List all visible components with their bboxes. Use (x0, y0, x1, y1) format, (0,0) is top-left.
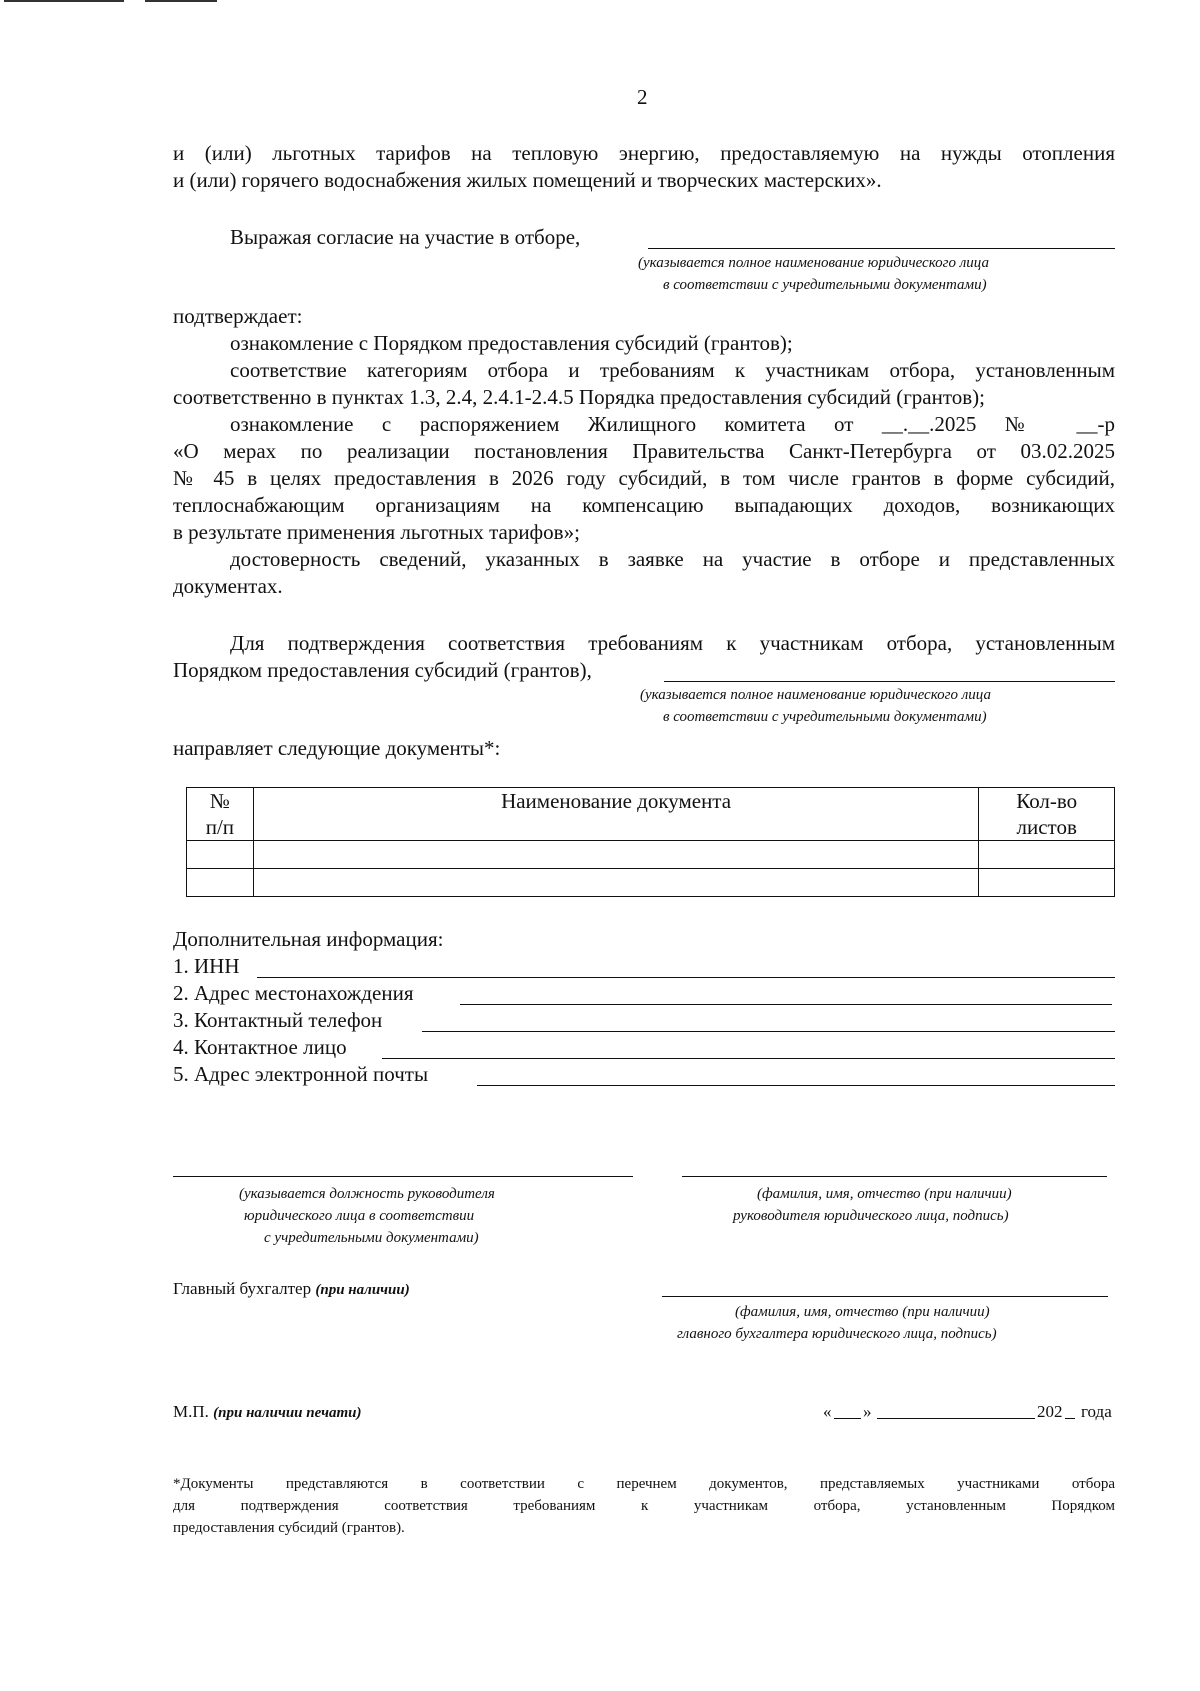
phone-label: 3. Контактный телефон (173, 1008, 383, 1032)
participant-name-line (648, 248, 1115, 249)
confirm-item-2-line-2: соответственно в пунктах 1.3, 2.4, 2.4.1-2.4.5 Порядка предоставления субсидий (грантов); (173, 385, 986, 409)
documents-table (186, 787, 1115, 897)
table-cell[interactable] (979, 869, 1115, 897)
header-number-line-1: № (209, 789, 230, 813)
intro-line-2: и (или) горячего водоснабжения жилых помещений и творческих мастерских». (173, 168, 882, 192)
table-header-row (187, 788, 1115, 841)
confirm-item-1: ознакомление с Порядком предоставления субсидий (грантов); (230, 331, 793, 355)
additional-info-title: Дополнительная информация: (173, 927, 444, 951)
footnote-line-3: предоставления субсидий (грантов). (173, 1520, 405, 1536)
footnote-line-2: для подтверждения соответствия требованиям к участникам отбора, установленным Порядком (173, 1498, 1115, 1514)
footnote-line-1: *Документы представляются в соответствии с перечнем документов, представляемых участниками отбора (173, 1476, 1115, 1492)
confirm-item-3-line-1: ознакомление с распоряжением Жилищного комитета от __.__.2025 № __-р (230, 412, 1115, 436)
header-sheet-count-line-1: Кол-во (1016, 789, 1078, 813)
email-field[interactable] (477, 1085, 1115, 1086)
head-signature-line (682, 1176, 1107, 1177)
inn-label: 1. ИНН (173, 954, 240, 978)
accountant-note-1: (фамилия, имя, отчество (при наличии) (735, 1304, 990, 1320)
participant-name-note-3: (указывается полное наименование юридического лица (640, 687, 991, 703)
year-digit-field[interactable] (1065, 1418, 1075, 1419)
accountant-label (173, 1275, 410, 1302)
phone-field[interactable] (422, 1031, 1115, 1032)
date-close-quote: » (863, 1402, 872, 1421)
address-field[interactable] (460, 1004, 1112, 1005)
address-label: 2. Адрес местонахождения (173, 981, 414, 1005)
email-label: 5. Адрес электронной почты (173, 1062, 429, 1086)
header-sheet-count (979, 788, 1115, 841)
confirm-item-4-line-1: достоверность сведений, указанных в заявке на участие в отборе и представленных (230, 547, 1115, 571)
stamp-note: (при наличии печати) (213, 1405, 362, 1421)
confirmation-line-1: Для подтверждения соответствия требованиям к участникам отбора, установленным (230, 631, 1115, 655)
confirm-item-3-line-4: теплоснабжающим организациям на компенсацию выпадающих доходов, возникающих (173, 493, 1115, 517)
accountant-label-text: Главный бухгалтер (173, 1279, 312, 1298)
date-open-quote: « (823, 1402, 832, 1421)
year-prefix: 202 (1037, 1402, 1063, 1421)
header-number-line-2: п/п (205, 815, 235, 839)
inn-field[interactable] (257, 977, 1115, 978)
head-note-2: руководителя юридического лица, подпись) (733, 1208, 1009, 1224)
confirmation-line-2: Порядком предоставления субсидий (грантов), (173, 658, 592, 682)
header-document-name (253, 788, 979, 841)
header-sheet-count-line-2: листов (1016, 815, 1077, 839)
accountant-signature-line (662, 1296, 1108, 1297)
participant-name-note-1: (указывается полное наименование юридического лица (638, 255, 989, 271)
table-cell[interactable] (979, 841, 1115, 869)
accountant-label-note: (при наличии) (315, 1282, 410, 1298)
scan-artifact-line (145, 0, 217, 2)
consent-label: Выражая согласие на участие в отборе, (230, 225, 581, 249)
scan-artifact-line (4, 0, 124, 2)
confirm-item-3-line-5: в результате применения льготных тарифов»; (173, 520, 580, 544)
header-document-name-label: Наименование документа (501, 789, 732, 813)
date-day-field[interactable] (834, 1418, 861, 1419)
participant-name-note-4: в соответствии с учредительными документами) (663, 709, 987, 725)
header-number (187, 788, 254, 841)
confirm-item-4-line-2: документах. (173, 574, 283, 598)
sends-documents-label: направляет следующие документы*: (173, 736, 501, 760)
contact-person-label: 4. Контактное лицо (173, 1035, 347, 1059)
confirm-item-2-line-1: соответствие категориям отбора и требованиям к участникам отбора, установленным (230, 358, 1115, 382)
table-cell[interactable] (253, 869, 979, 897)
head-note-1: (фамилия, имя, отчество (при наличии) (757, 1186, 1012, 1202)
intro-line-1: и (или) льготных тарифов на тепловую энергию, предоставляемую на нужды отопления (173, 141, 1115, 165)
page-number: 2 (637, 85, 648, 109)
participant-name-line-2 (664, 681, 1115, 682)
table-row (187, 869, 1115, 897)
confirm-item-3-line-2: «О мерах по реализации постановления Правительства Санкт-Петербурга от 03.02.2025 (173, 439, 1115, 463)
stamp-label (173, 1398, 361, 1425)
accountant-note-2: главного бухгалтера юридического лица, подпись) (677, 1326, 997, 1342)
position-note-3: с учредительными документами) (264, 1230, 479, 1246)
table-cell[interactable] (187, 869, 254, 897)
stamp-label-text: М.П. (173, 1402, 209, 1421)
table-row (187, 841, 1115, 869)
table-cell[interactable] (187, 841, 254, 869)
contact-person-field[interactable] (382, 1058, 1115, 1059)
date-month-field[interactable] (877, 1418, 1035, 1419)
position-note-1: (указывается должность руководителя (239, 1186, 495, 1202)
position-signature-line (173, 1176, 633, 1177)
confirm-item-3-line-3: № 45 в целях предоставления в 2026 году субсидий, в том числе грантов в форме субсидий, (173, 466, 1115, 490)
year-suffix: года (1081, 1402, 1112, 1421)
table-cell[interactable] (253, 841, 979, 869)
confirms-label: подтверждает: (173, 304, 303, 328)
participant-name-note-2: в соответствии с учредительными документами) (663, 277, 987, 293)
position-note-2: юридического лица в соответствии (244, 1208, 475, 1224)
